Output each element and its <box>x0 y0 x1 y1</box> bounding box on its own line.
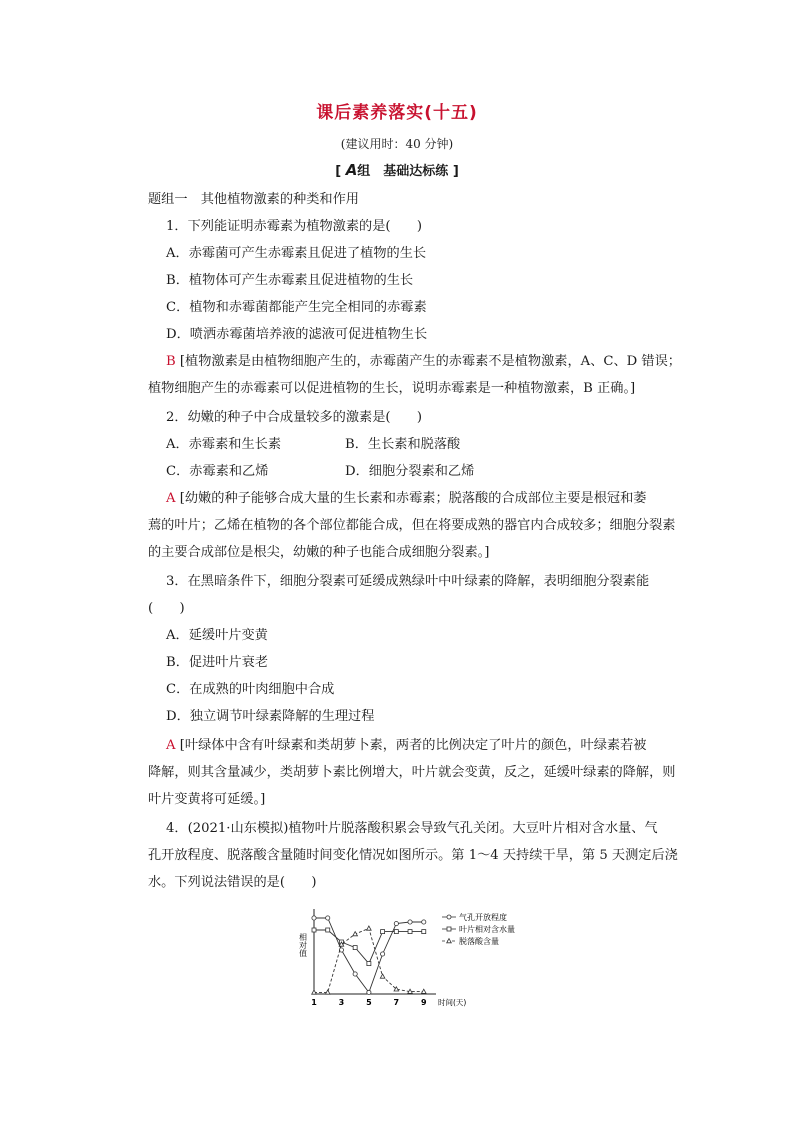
q3-answer: A <box>166 738 176 753</box>
suggested-time: (建议用时：40 分钟) <box>340 137 454 151</box>
q3-option-c: C．在成熟的叶肉细胞中合成 <box>166 682 335 697</box>
data-point-square <box>422 930 426 934</box>
legend-label: 脱落酸含量 <box>459 937 499 946</box>
q2-option-c: C．赤霉素和乙烯 <box>166 464 269 479</box>
q3-stem-2: ( ) <box>148 601 185 616</box>
q3-explanation-2: 降解，则其含量减少，类胡萝卜素比例增大，叶片就会变黄，反之，延缓叶绿素的降解，则 <box>148 765 676 780</box>
data-point-circle <box>422 920 426 924</box>
x-tick-label: 3 <box>338 998 345 1007</box>
data-point-circle <box>381 952 385 956</box>
q4-stem-3: 水。下列说法错误的是( ) <box>148 875 317 890</box>
q1-stem: 1．下列能证明赤霉素为植物激素的是( ) <box>166 219 423 234</box>
data-point-circle <box>312 916 316 920</box>
x-tick-label: 1 <box>311 998 317 1007</box>
group-label: 组 基础达标练 <box>357 164 449 179</box>
q1-answer-line <box>166 353 681 371</box>
data-point-triangle <box>380 974 385 978</box>
chart-axes <box>299 909 467 1007</box>
q1-option-b: B．植物体可产生赤霉素且促进植物的生长 <box>166 273 414 288</box>
q2-option-a: A．赤霉素和生长素 <box>166 437 282 452</box>
q1-explanation-1: [植物激素是由植物细胞产生的，赤霉菌产生的赤霉素不是植物激素，A、C、D 错误； <box>179 354 681 369</box>
series-line-3 <box>314 928 424 992</box>
q3-option-a: A．延缓叶片变黄 <box>166 628 268 643</box>
chart-series <box>312 916 426 995</box>
x-tick-label: 7 <box>393 998 400 1007</box>
data-point-triangle <box>367 926 372 930</box>
q4-stem-2: 孔开放程度、脱落酸含量随时间变化情况如图所示。第 1～4 天持续干旱，第 5 天测定后浇 <box>148 848 678 863</box>
q2-explanation-1: [幼嫩的种子能够合成大量的生长素和赤霉素；脱落酸的合成部位主要是根冠和萎 <box>179 491 647 506</box>
legend-marker-circle <box>447 915 451 919</box>
data-point-square <box>408 930 412 934</box>
group-bracket-close: ] <box>452 164 459 179</box>
q3-explanation-1: [叶绿体中含有叶绿素和类胡萝卜素，两者的比例决定了叶片的颜色，叶绿素若被 <box>179 738 647 753</box>
group-heading <box>0 160 794 179</box>
legend-marker-square <box>447 927 451 931</box>
q2-explanation-2: 蔫的叶片；乙烯在植物的各个部位都能合成，但在将要成熟的器官内合成较多；细胞分裂素 <box>148 518 676 533</box>
x-tick-label: 9 <box>420 998 427 1007</box>
q1-option-c: C．植物和赤霉菌都能产生完全相同的赤霉素 <box>166 300 427 315</box>
legend-label: 气孔开放程度 <box>459 913 507 922</box>
q4-line-chart <box>290 905 550 1020</box>
y-axis-label: 相对值 <box>298 933 308 957</box>
q1-answer: B <box>166 354 176 369</box>
legend-label: 叶片相对含水量 <box>459 925 515 934</box>
q2-stem: 2．幼嫩的种子中合成量较多的激素是( ) <box>166 410 423 425</box>
q2-option-d: D．细胞分裂素和乙烯 <box>345 464 475 479</box>
x-tick-label: 5 <box>366 998 372 1007</box>
q2-option-b: B．生长素和脱落酸 <box>345 437 461 452</box>
data-point-circle <box>367 990 371 994</box>
data-point-circle <box>394 922 398 926</box>
q1-option-a: A．赤霉菌可产生赤霉素且促进了植物的生长 <box>166 246 427 261</box>
q4-stem-1: 4．(2021·山东模拟)植物叶片脱落酸积累会导致气孔关闭。大豆叶片相对含水量、气 <box>166 821 658 836</box>
data-point-circle <box>353 972 357 976</box>
q2-answer: A <box>166 491 176 506</box>
q2-explanation-3: 的主要合成部位是根尖，幼嫩的种子也能合成细胞分裂素。] <box>148 545 490 560</box>
q3-explanation-3: 叶片变黄将可延缓。] <box>148 792 266 807</box>
q3-option-b: B．促进叶片衰老 <box>166 655 269 670</box>
section-heading: 题组一 其他植物激素的种类和作用 <box>148 192 359 207</box>
data-point-square <box>367 962 371 966</box>
q3-answer-line <box>166 737 646 755</box>
q1-explanation-2: 植物细胞产生的赤霉素可以促进植物的生长，说明赤霉素是一种植物激素，B 正确。] <box>148 381 636 396</box>
data-point-square <box>394 930 398 934</box>
chart-legend <box>442 912 515 946</box>
data-point-square <box>326 928 330 932</box>
q2-answer-line <box>166 490 646 508</box>
data-point-square <box>381 930 385 934</box>
data-point-circle <box>408 920 412 924</box>
series-line-2 <box>314 930 424 964</box>
data-point-circle <box>326 916 330 920</box>
q3-stem-1: 3．在黑暗条件下，细胞分裂素可延缓成熟绿叶中叶绿素的降解，表明细胞分裂素能 <box>166 574 650 589</box>
x-axis-label: 时间(天) <box>438 998 467 1007</box>
q1-option-d: D．喷洒赤霉菌培养液的滤液可促进植物生长 <box>166 327 428 342</box>
q3-option-d: D．独立调节叶绿素降解的生理过程 <box>166 709 375 724</box>
data-point-square <box>312 928 316 932</box>
page-title: 课后素养落实(十五) <box>316 103 478 123</box>
group-letter: A <box>345 161 358 179</box>
group-bracket-open: [ <box>335 164 342 179</box>
data-point-square <box>353 946 357 950</box>
